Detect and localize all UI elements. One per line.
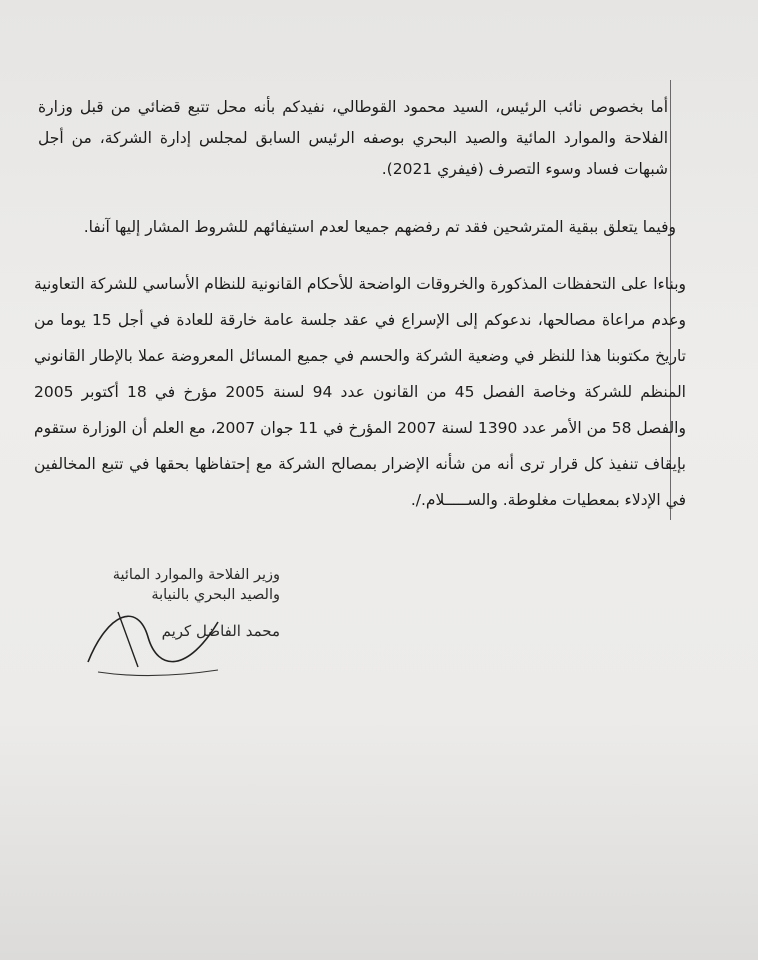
- paragraph-other-candidates: وفيما يتعلق ببقية المترشحين فقد تم رفضهم جميعا لعدم استيفائهم للشروط المشار إليها آنفا.: [83, 217, 676, 236]
- signatory-name: محمد الفاضل كريم: [161, 622, 280, 640]
- paragraph-general-assembly-call: وبناءا على التحفظات المذكورة والخروقات الواضحة للأحكام القانونية للنظام الأساسي للشركة التعاونية وعدم مراعاة مصالحها، ندعوكم إلى الإسراع في عقد جلسة عامة خارقة للعادة في أجل 15 يوما من تاريخ مكتوبنا هذا للنظر في وضعية الشركة والحسم في جميع المسائل المعروضة عملا بالإطار القانوني المنظم للشركة وخاصة الفصل 45 من القانون عدد 94 لسنة 2005 مؤرخ في 18 أكتوبر 2005 والفصل 58 من الأمر عدد 1390 لسنة 2007 المؤرخ في 11 جوان 2007، مع العلم أن الوزارة ستقوم بإيقاف تنفيذ كل قرار ترى أنه من شأنه الإضرار بمصالح الشركة مع إحتفاظها بحقها في تتبع المخالفين في الإدلاء بمعطيات مغلوطة. والســـــلام./.: [34, 274, 686, 509]
- signature-title-line-1: وزير الفلاحة والموارد المائية: [112, 567, 280, 583]
- handwritten-signature-icon: [78, 592, 228, 682]
- paragraph-vice-president: أما بخصوص نائب الرئيس، السيد محمود القوطالي، نفيدكم بأنه محل تتبع قضائي من قبل وزارة الفلاحة والموارد المائية والصيد البحري بوصفه الرئيس السابق لمجلس إدارة الشركة، من أجل شبهات فساد وسوء التصرف (فيفري 2021).: [38, 97, 668, 178]
- signature-title-line-2: والصيد البحري بالنيابة: [151, 587, 280, 603]
